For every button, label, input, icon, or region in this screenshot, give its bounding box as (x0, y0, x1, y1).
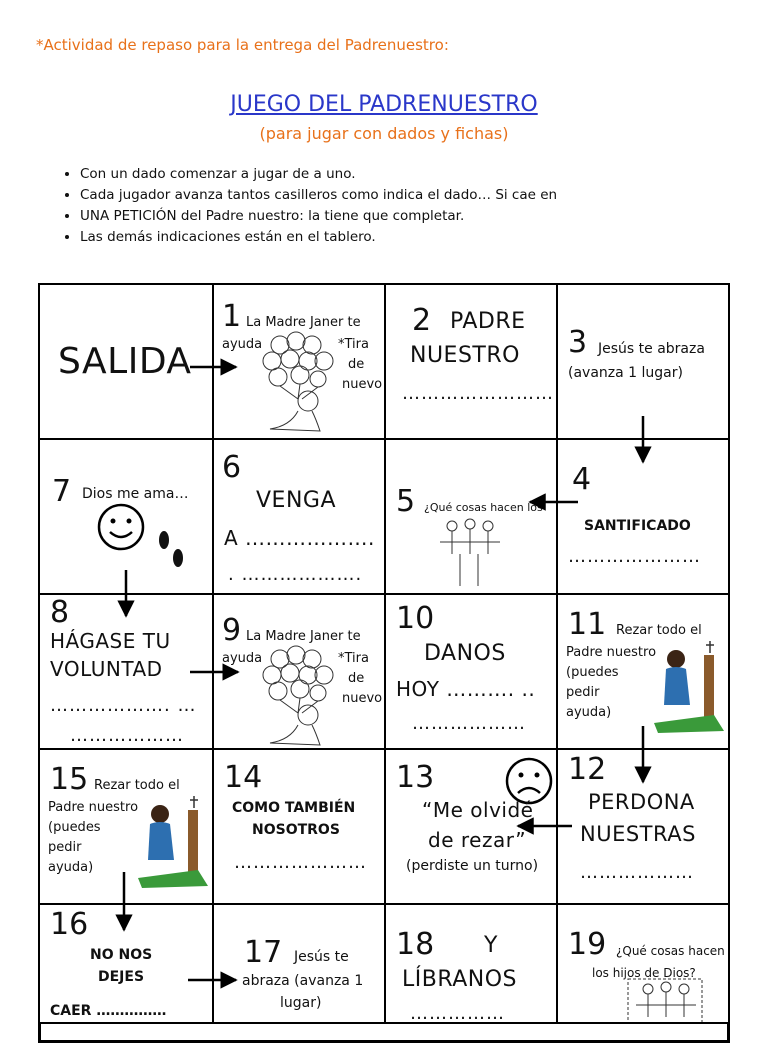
cell-number: 17 (244, 935, 283, 970)
cell-number: 18 (396, 927, 435, 962)
balloons-girl-icon (250, 331, 342, 435)
rule-item: • Cada jugador avanza tantos casilleros como indica el dado… Si cae en (80, 185, 557, 206)
praying-child-icon (654, 635, 724, 735)
cell-text: ayuda) (48, 860, 94, 875)
cell-word: NUESTRO (410, 343, 520, 368)
cell-word: LÍBRANOS (402, 967, 518, 992)
cell-text: Rezar todo el (616, 623, 702, 638)
footprints-icon (154, 526, 190, 576)
blank-line: ………………… (568, 546, 701, 567)
cell-text: ayuda) (566, 705, 612, 720)
cell-word: CAER …………… (50, 1003, 167, 1019)
cell-1 (212, 283, 386, 440)
cell-text: Jesús te (294, 949, 349, 965)
blank-line: . ………………. (228, 564, 363, 585)
children-praying-icon (626, 977, 706, 1024)
cell-number: 9 (222, 613, 242, 648)
cell-15 (38, 748, 214, 905)
cell-5 (384, 438, 558, 595)
rules-list (56, 164, 557, 248)
cell-word: COMO TAMBIÉN (232, 800, 356, 816)
cell-number: 3 (568, 325, 588, 360)
cell-word: SANTIFICADO (584, 518, 691, 534)
cell-12 (556, 748, 730, 905)
salida-label: SALIDA (58, 341, 192, 382)
cell-word: NO NOS (90, 947, 153, 963)
cell-text: Padre nuestro (48, 800, 139, 815)
cell-word: A ………………. (224, 526, 375, 550)
blank-line: ……………… (412, 713, 526, 734)
cell-text: (perdiste un turno) (406, 858, 539, 874)
page-title: JUEGO DEL PADRENUESTRO (230, 92, 538, 117)
cell-number: 19 (568, 927, 607, 962)
cell-text: ayuda (222, 651, 263, 666)
cell-word: DEJES (98, 969, 145, 985)
cell-text: de (348, 671, 365, 686)
cell-text: pedir (48, 840, 82, 855)
cell-14 (212, 748, 386, 905)
cell-2 (384, 283, 558, 440)
cell-number: 5 (396, 484, 416, 519)
cell-text: abraza (avanza 1 (242, 973, 364, 989)
cell-number: 2 (412, 303, 432, 338)
page-subtitle: (para jugar con dados y fichas) (259, 124, 509, 143)
cell-word: PERDONA (588, 790, 695, 814)
cell-word: “Me olvidé (422, 798, 534, 822)
rule-item: • Las demás indicaciones están en el tablero. (80, 227, 557, 248)
cell-16 (38, 903, 214, 1024)
cell-text: Rezar todo el (94, 778, 180, 793)
balloons-girl-icon (250, 645, 342, 749)
cell-10 (384, 593, 558, 750)
cell-3 (556, 283, 730, 440)
cell-19 (556, 903, 730, 1024)
cell-number: 8 (50, 595, 70, 630)
praying-child-icon (138, 790, 208, 890)
cell-word: HOY ………. .. (396, 677, 536, 701)
cell-word: NUESTRAS (580, 822, 696, 846)
cell-number: 10 (396, 601, 435, 636)
cell-18 (384, 903, 558, 1024)
cell-4 (556, 438, 730, 595)
cell-word: VENGA (256, 488, 337, 513)
cell-number: 16 (50, 907, 89, 942)
cell-text: *Tira (338, 651, 369, 666)
smiley-icon (96, 502, 146, 552)
children-praying-icon (430, 514, 510, 588)
cell-number: 12 (568, 752, 607, 787)
blank-line: ……………… (580, 862, 694, 883)
cell-number: 15 (50, 762, 89, 797)
blank-line: …………… (410, 1003, 505, 1024)
cell-text: ¿Qué cosas hacen los (424, 501, 543, 514)
cell-text: Padre nuestro (566, 645, 657, 660)
cell-text: Dios me ama… (82, 486, 189, 502)
cell-text: nuevo (342, 377, 383, 392)
cell-word: Y (484, 933, 498, 958)
cell-word: NOSOTROS (252, 822, 340, 838)
cell-text: ayuda (222, 337, 263, 352)
cell-text: lugar) (280, 995, 322, 1011)
cell-number: 6 (222, 450, 242, 485)
cell-6 (212, 438, 386, 595)
cell-8 (38, 593, 214, 750)
cell-word: VOLUNTAD (50, 657, 163, 681)
cell-11 (556, 593, 730, 750)
cell-13 (384, 748, 558, 905)
cell-number: 14 (224, 760, 263, 795)
cell-text: de (348, 357, 365, 372)
cell-number: 1 (222, 299, 242, 334)
cell-word: PADRE (450, 309, 526, 334)
cell-number: 4 (572, 462, 592, 497)
cell-number: 7 (52, 474, 72, 509)
cell-17 (212, 903, 386, 1024)
cell-number: 13 (396, 760, 435, 795)
cell-text: (avanza 1 lugar) (568, 365, 683, 381)
cell-text: La Madre Janer te (246, 629, 361, 644)
cell-text: (puedes (566, 665, 619, 680)
blank-line: …………………… (402, 383, 554, 404)
blank-line: ……………… (70, 725, 184, 746)
intro-text: *Actividad de repaso para la entrega del Padrenuestro: (36, 36, 449, 54)
cell-word: HÁGASE TU (50, 629, 171, 653)
rule-item: • Con un dado comenzar a jugar de a uno. (80, 164, 557, 185)
cell-text: pedir (566, 685, 600, 700)
cell-salida (38, 283, 214, 440)
blank-line: ………………… (234, 852, 367, 873)
rule-item: • UNA PETICIÓN del Padre nuestro: la tiene que completar. (80, 206, 557, 227)
cell-text: *Tira (338, 337, 369, 352)
cell-text: ¿Qué cosas hacen (616, 944, 725, 958)
cell-number: 11 (568, 607, 607, 642)
cell-text: (puedes (48, 820, 101, 835)
cell-word: de rezar” (428, 828, 527, 852)
cell-9 (212, 593, 386, 750)
cell-text: La Madre Janer te (246, 315, 361, 330)
cell-text: los hijos de Dios? (592, 966, 696, 980)
cell-word: DANOS (424, 641, 506, 666)
cell-text: Jesús te abraza (598, 341, 705, 357)
cell-text: nuevo (342, 691, 383, 706)
blank-line: ………………. … (50, 695, 197, 716)
cell-7 (38, 438, 214, 595)
